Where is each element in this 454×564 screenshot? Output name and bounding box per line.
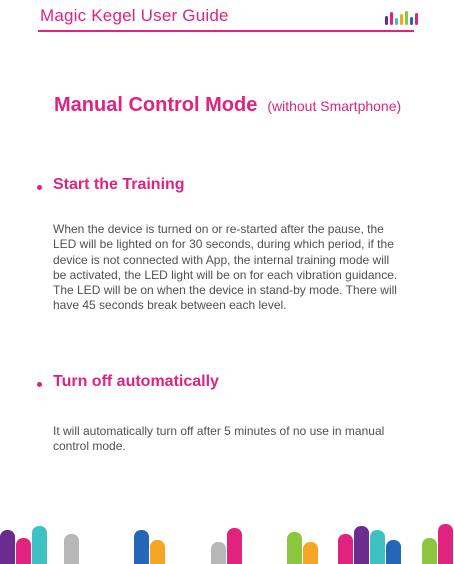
decor-bar (16, 538, 31, 564)
bullet-dot-turn-off (37, 382, 42, 387)
decor-bar (32, 526, 47, 564)
decor-bar (303, 542, 318, 564)
bullet-dot-start (37, 185, 42, 190)
decor-bar (422, 538, 437, 564)
start-training-heading: Start the Training (53, 176, 185, 193)
decor-bar (354, 526, 369, 564)
section-title-text: Manual Control Mode (54, 94, 258, 116)
turn-off-text: It will automatically turn off after 5 minutes of no use in manual control mode. (53, 424, 385, 454)
section-subtitle: (without Smartphone) (267, 98, 402, 114)
decor-bar (227, 528, 242, 564)
decorative-color-bars (0, 510, 454, 560)
section-title (54, 94, 401, 117)
turn-off-heading: Turn off automatically (53, 373, 219, 390)
header-divider (38, 30, 414, 32)
decor-bar (0, 530, 15, 564)
start-training-text: When the device is turned on or re-started after the pause, the LED will be lighted on for 30 seconds, during which period, if the device is not connected with App, the internal training mode will be activated, the LED light will be on for each vibration guidance. The LED will be on when the device in stand-by mode. There will have 45 seconds break between each level. (53, 222, 398, 313)
decor-bar (211, 542, 226, 564)
decor-bar (287, 532, 302, 564)
decor-bar (150, 540, 165, 564)
decor-bar (386, 540, 401, 564)
decor-bar (134, 530, 149, 564)
brand-logo-icon (385, 9, 417, 25)
decor-bar (438, 524, 453, 564)
decor-bar (370, 530, 385, 564)
header-title: Magic Kegel User Guide (40, 6, 229, 25)
